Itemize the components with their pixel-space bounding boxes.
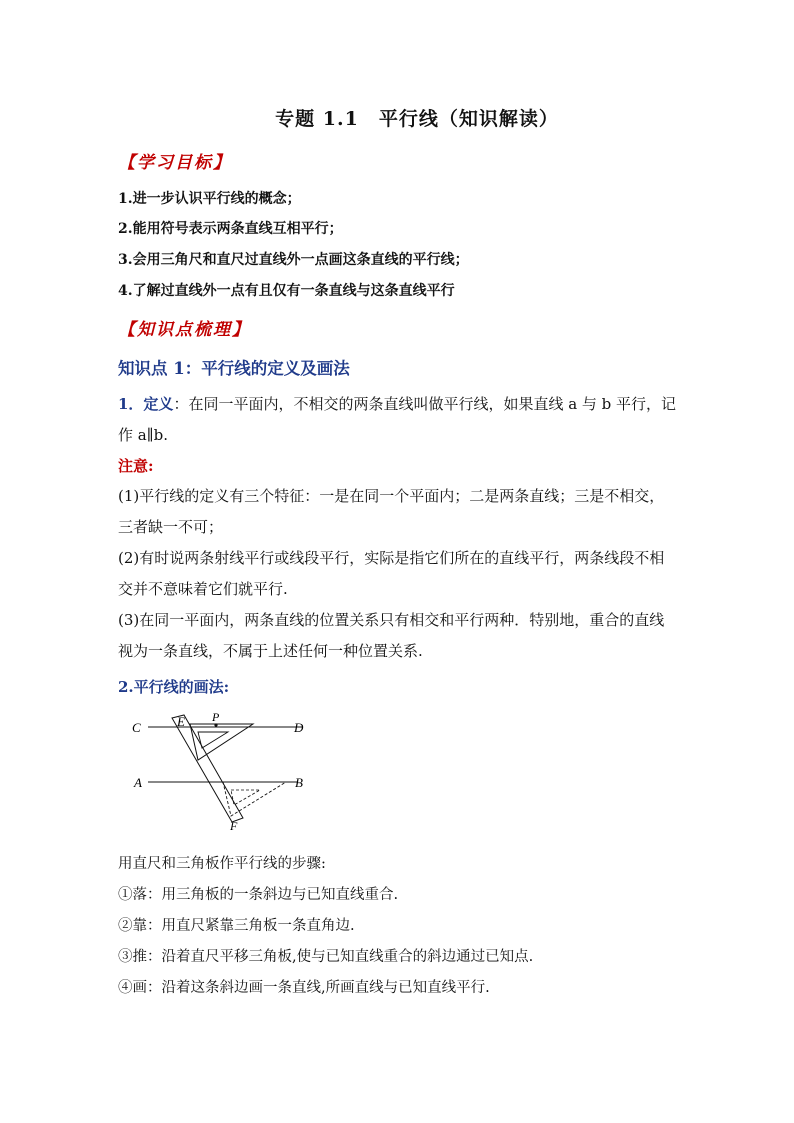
step-2: ②靠：用直尺紧靠三角板一条直角边. bbox=[118, 918, 355, 934]
goal-item-2: 2.能用符号表示两条直线互相平行； bbox=[118, 221, 343, 237]
step-3: ③推：沿着直尺平移三角板,使与已知直线重合的斜边通过已知点. bbox=[118, 949, 534, 965]
knowledge-header: 【知识点梳理】 bbox=[118, 320, 251, 340]
goal-item-3: 3.会用三角尺和直尺过直线外一点画这条直线的平行线； bbox=[118, 252, 469, 268]
steps-intro: 用直尺和三角板作平行线的步骤: bbox=[118, 856, 326, 872]
definition-label: 1．定义 bbox=[118, 395, 174, 413]
goal-item-4: 4.了解过直线外一点有且仅有一条直线与这条直线平行 bbox=[118, 283, 455, 299]
goal-item-1: 1.进一步认识平行线的概念； bbox=[118, 191, 301, 207]
label-b: B bbox=[295, 775, 303, 790]
triangle-top-inner bbox=[198, 732, 228, 748]
step-4: ④画：沿着这条斜边画一条直线,所画直线与已知直线平行. bbox=[118, 980, 490, 996]
label-p: P bbox=[212, 710, 220, 724]
definition-paragraph bbox=[118, 389, 678, 451]
page-title: 专题 1.1 平行线（知识解读） bbox=[275, 108, 559, 130]
ruler-shape bbox=[172, 715, 243, 822]
drawing-method-label: 2.平行线的画法: bbox=[118, 678, 230, 696]
note-label: 注意: bbox=[118, 457, 154, 475]
label-c: C bbox=[132, 720, 141, 735]
knowledge-point-1-title: 知识点 1：平行线的定义及画法 bbox=[118, 359, 350, 378]
note-3: (3)在同一平面内，两条直线的位置关系只有相交和平行两种．特别地，重合的直线视为一条直线，不属于上述任何一种位置关系. bbox=[118, 611, 665, 660]
note-2: (2)有时说两条射线平行或线段平行，实际是指它们所在的直线平行，两条线段不相交并不意味着它们就平行. bbox=[118, 549, 665, 598]
note-1: (1)平行线的定义有三个特征：一是在同一个平面内；二是两条直线；三是不相交，三者缺一不可； bbox=[118, 487, 665, 536]
label-e: E bbox=[177, 714, 185, 729]
definition-text: ：在同一平面内，不相交的两条直线叫做平行线，如果直线 a 与 b 平行，记作 a∥b. bbox=[118, 395, 677, 444]
learning-goals-header: 【学习目标】 bbox=[118, 153, 232, 173]
label-a: A bbox=[134, 775, 142, 790]
label-f: F bbox=[230, 819, 238, 832]
label-d: D bbox=[294, 720, 304, 735]
step-1: ①落：用三角板的一条斜边与已知直线重合. bbox=[118, 887, 399, 903]
parallel-line-figure bbox=[128, 710, 328, 832]
triangle-bottom-inner-dashed bbox=[231, 790, 260, 805]
